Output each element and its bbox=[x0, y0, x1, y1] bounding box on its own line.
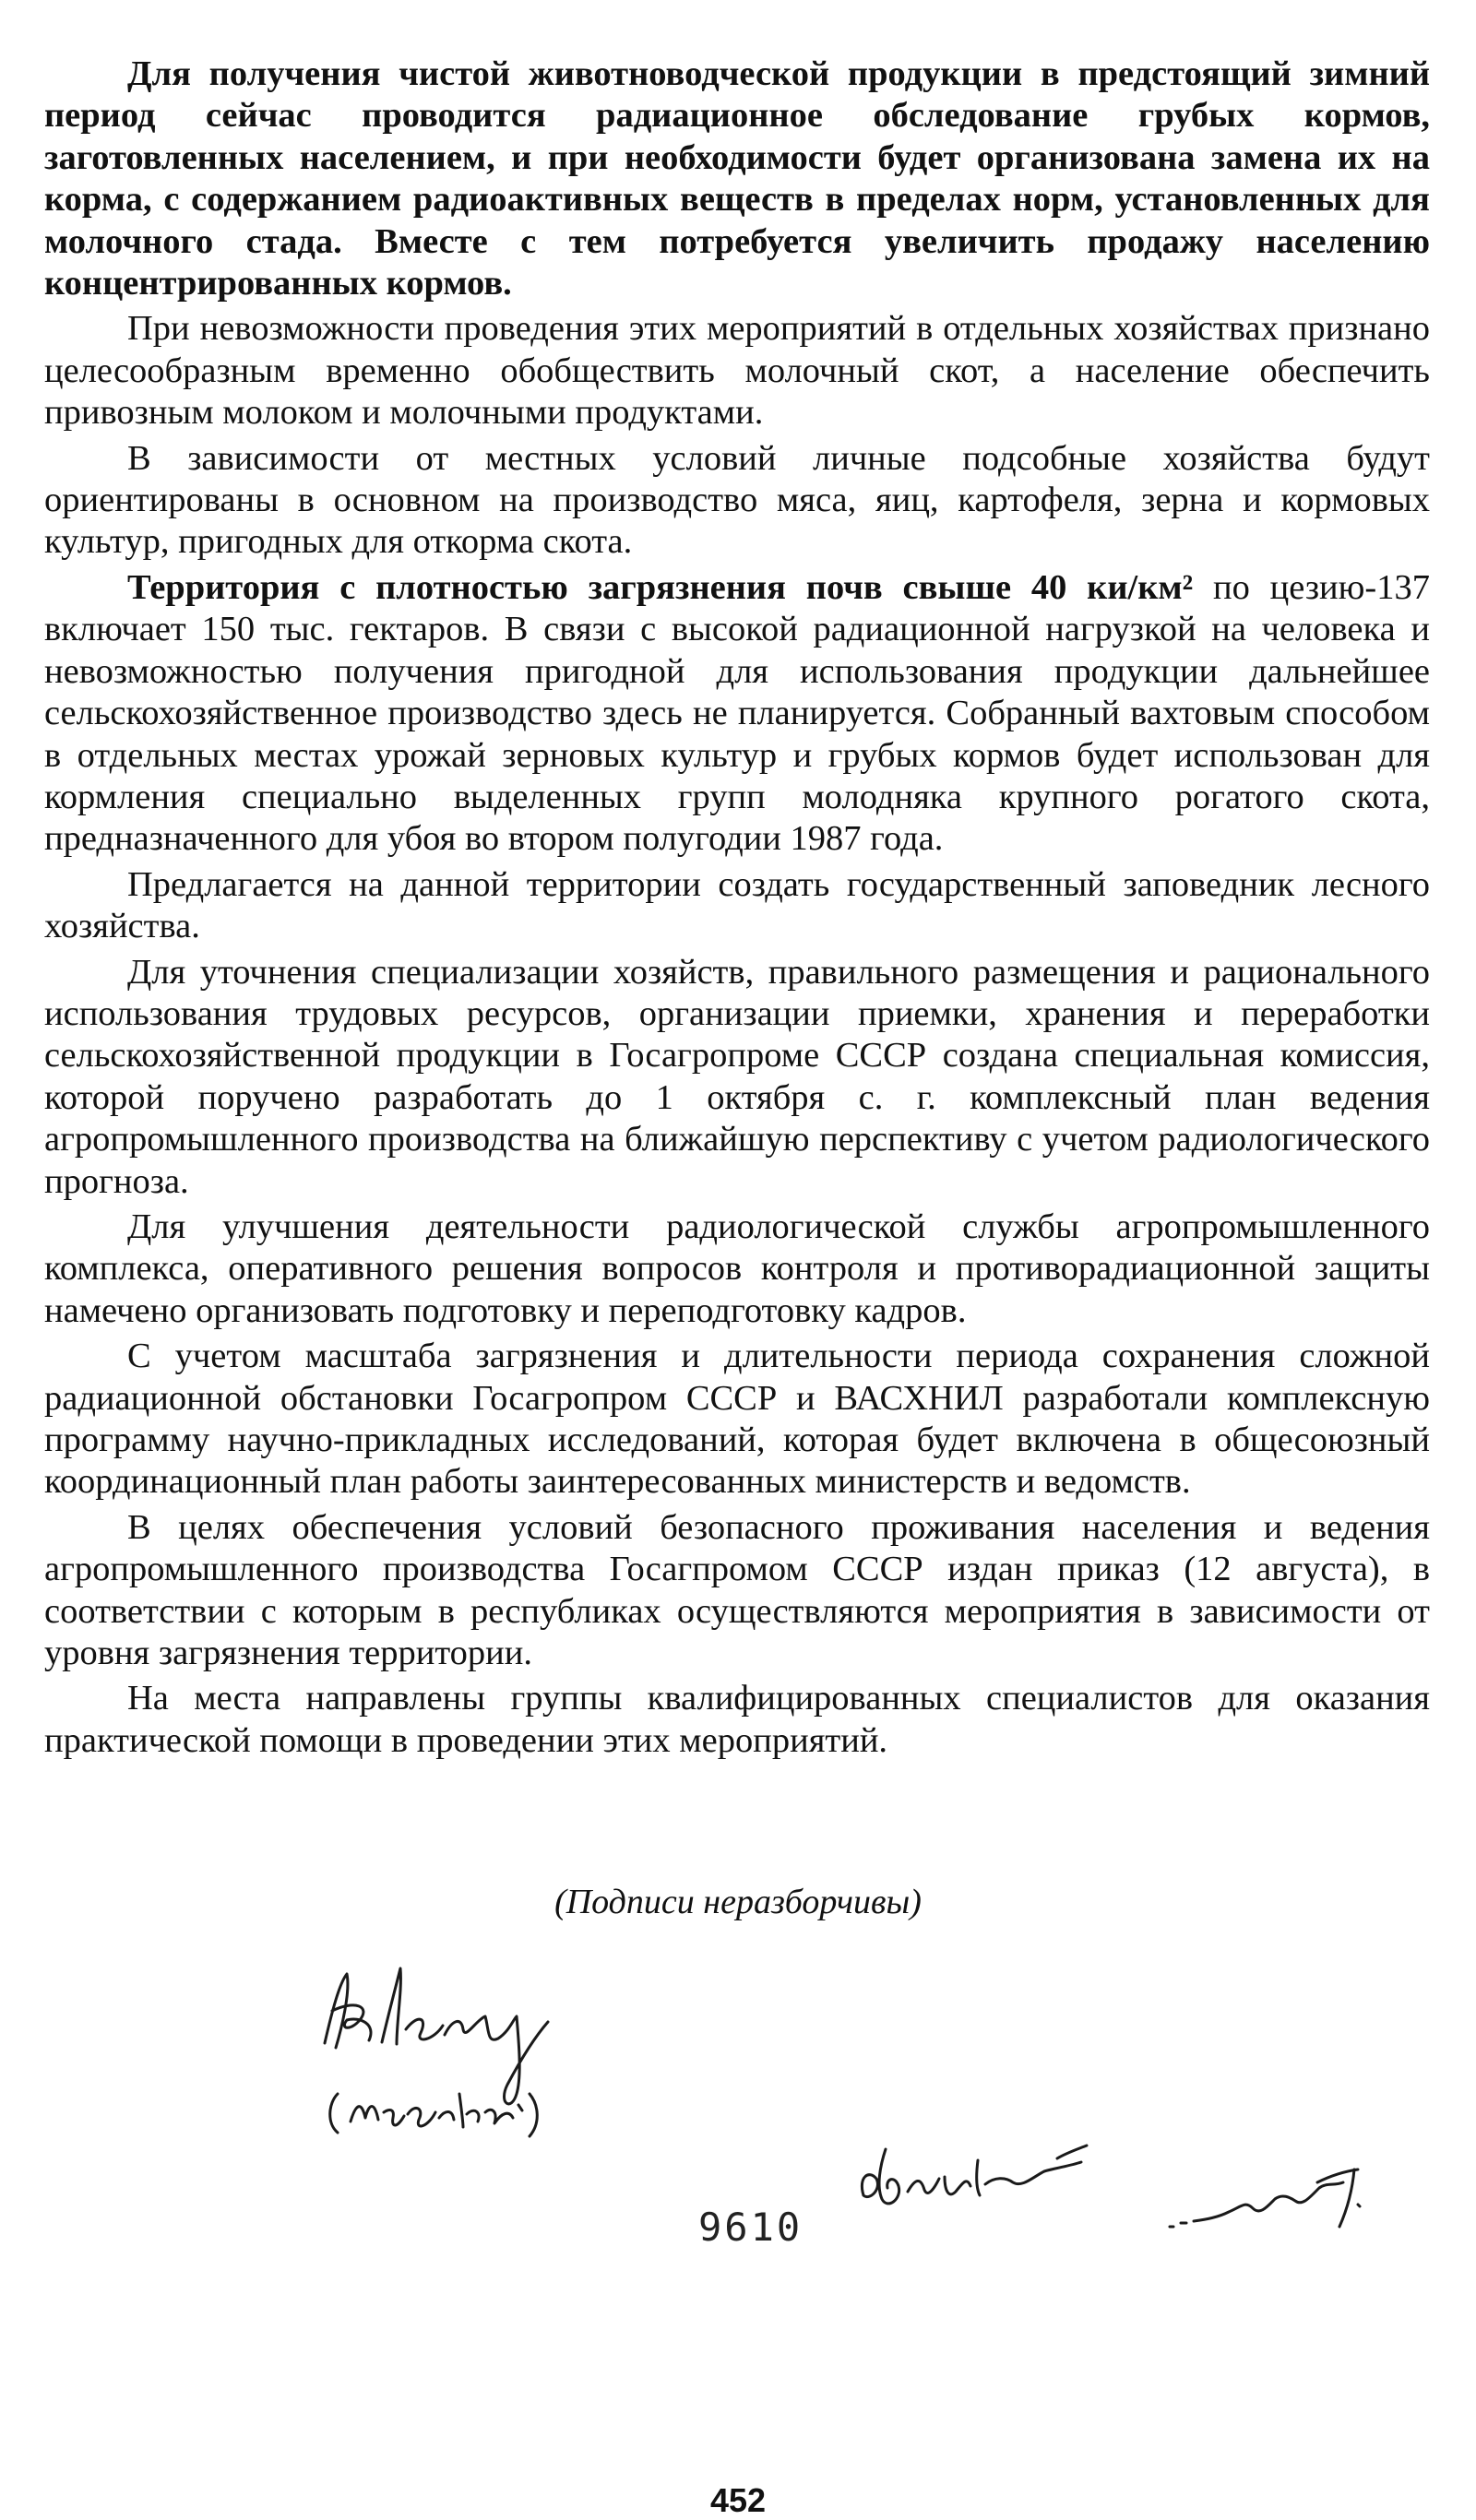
paragraph bbox=[44, 864, 1430, 948]
paragraph-text: Для получения чистой животноводческой продукции в предстоящий зимний период сейчас проводится радиационное обследование грубых кормов, заготовленных населением, и при необходимости будет организована замена их на корма, с содержанием радиоактивных веществ в пределах норм, установленных для молочного стада. Вместе с тем потребуется увеличить продажу населению концентрированных кормов. bbox=[44, 54, 1430, 303]
paragraph-text: Предлагается на данной территории создать государственный заповедник лесного хозяйства. bbox=[44, 864, 1430, 946]
paragraph-text: Для уточнения специализации хозяйств, правильного размещения и рационального использования трудовых ресурсов, организации приемки, хранения и переработки сельскохозяйственной продукции в Госагропроме СССР создана специальная комиссия, которой поручено разработать до 1 октября с. г. комплексный план ведения агропромышленного производства на ближайшую перспективу с учетом радиологического прогноза. bbox=[44, 952, 1430, 1201]
registration-number: 9610 bbox=[698, 2205, 803, 2250]
signature-2-drawing bbox=[849, 2122, 1181, 2232]
paragraph bbox=[44, 308, 1430, 434]
paragraph bbox=[44, 952, 1430, 1203]
paragraph bbox=[44, 1507, 1430, 1675]
signatures-caption: (Подписи неразборчивы) bbox=[554, 1883, 922, 1921]
paragraph-bold-lead: Территория с плотностью загрязнения почв свыше 40 ки/км² bbox=[127, 567, 1194, 607]
paragraph bbox=[44, 438, 1430, 564]
paragraph bbox=[44, 567, 1430, 861]
signature-1-drawing bbox=[304, 1955, 692, 2140]
paragraph bbox=[44, 53, 1430, 304]
page-number: 452 bbox=[709, 2481, 767, 2519]
paragraph-text: В зависимости от местных условий личные подсобные хозяйства будут ориентированы в основном на производство мяса, яиц, картофеля, зерна и кормовых культур, пригодных для откорма скота. bbox=[44, 438, 1430, 562]
paragraph-text: В целях обеспечения условий безопасного проживания населения и ведения агропромышленного производства Госагпромом СССР издан приказ (12 августа), в соответствии с которым в республиках осуществляются мероприятия в зависимости от уровня загрязнения территории. bbox=[44, 1507, 1430, 1673]
paragraph bbox=[44, 1678, 1430, 1762]
paragraph bbox=[44, 1336, 1430, 1504]
signature-3 bbox=[1162, 2149, 1402, 2251]
paragraph bbox=[44, 1207, 1430, 1332]
paragraph-text: С учетом масштаба загрязнения и длительности периода сохранения сложной радиационной обстановки Госагропром СССР и ВАСХНИЛ разработали комплексную программу научно-прикладных исследований, которая будет включена в общесоюзный координационный план работы заинтересованных министерств и ведомств. bbox=[44, 1337, 1430, 1502]
paragraph-text: по цезию-137 включает 150 тыс. гектаров. В связи с высокой радиационной нагрузкой на человека и невозможностью получения пригодной для использования продукции дальнейшее сельскохозяйственное производство здесь не планируется. Собранный вахтовым способом в отдельных местах урожай зерновых культур и грубых кормов будет использован для кормления специально выделенных групп молодняка крупного рогатого скота, предназначенного для убоя во втором полугодии 1987 года. bbox=[44, 567, 1430, 859]
paragraph-text: На места направлены группы квалифицированных специалистов для оказания практической помощи в проведении этих мероприятий. bbox=[44, 1679, 1430, 1760]
document-body bbox=[44, 53, 1430, 1765]
signature-1 bbox=[304, 1955, 692, 2140]
signature-2 bbox=[849, 2122, 1181, 2232]
paragraph-text: При невозможности проведения этих мероприятий в отдельных хозяйствах признано целесообразным временно обобществить молочный скот, а население обеспечить привозным молоком и молочными продуктами. bbox=[44, 309, 1430, 433]
paragraph-text: Для улучшения деятельности радиологической службы агропромышленного комплекса, оперативного решения вопросов контроля и противорадиационной защиты намечено организовать подготовку и переподготовку кадров. bbox=[44, 1207, 1430, 1330]
signature-3-drawing bbox=[1162, 2149, 1402, 2251]
signature-1-alt bbox=[1, 1, 2, 2]
